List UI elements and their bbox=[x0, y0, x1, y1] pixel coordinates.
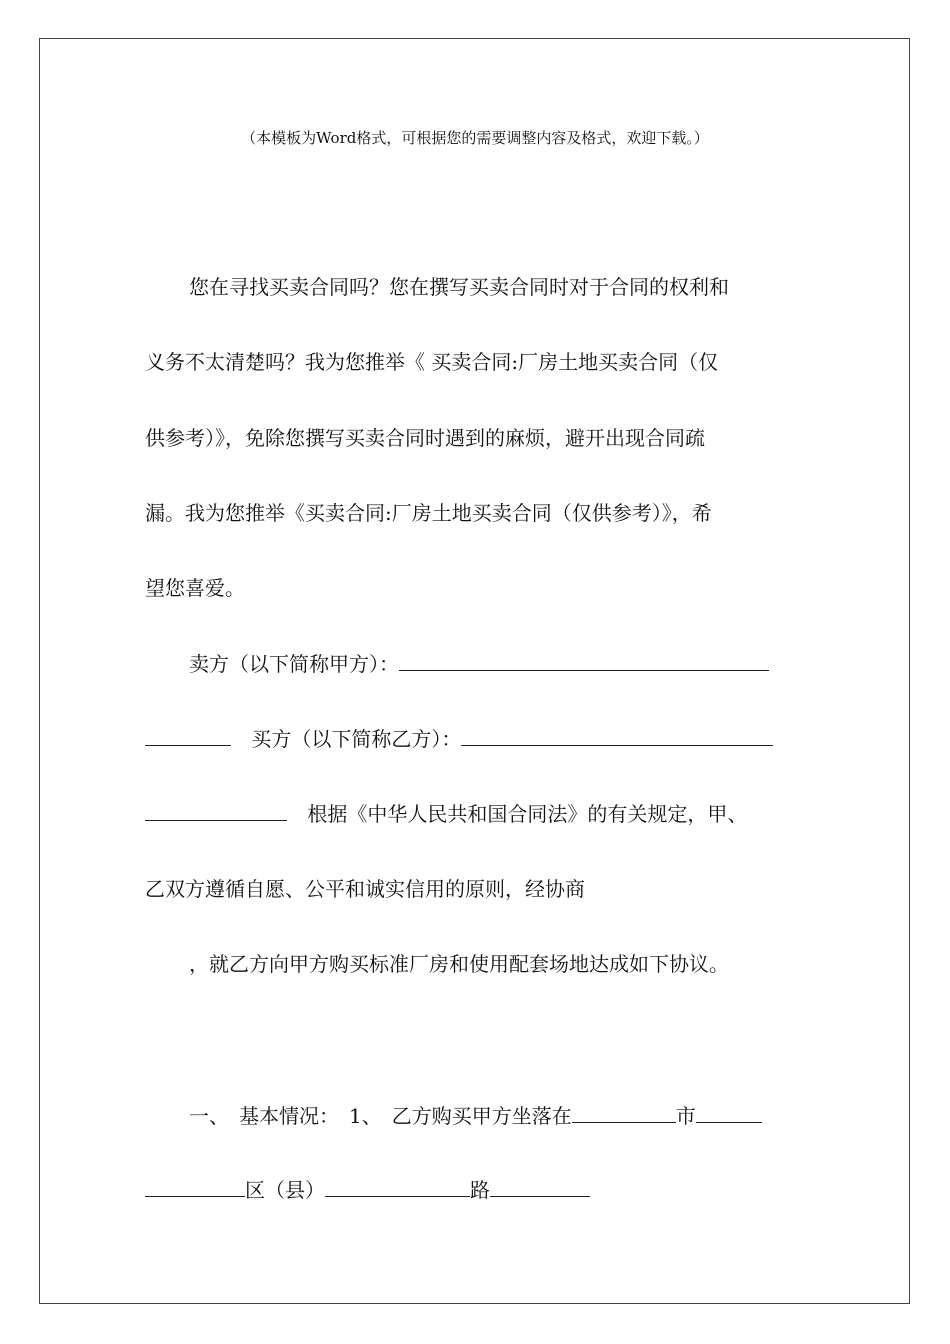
address-line bbox=[145, 1176, 805, 1204]
seller-label: 卖方（以下简称甲方）： bbox=[189, 652, 399, 676]
buyer-label: 买方（以下简称乙方）： bbox=[251, 727, 462, 751]
road-label: 路 bbox=[470, 1178, 490, 1202]
seller-line bbox=[145, 650, 805, 678]
intro-line-2: 义务不太清楚吗？我为您推举《 买卖合同:厂房土地买卖合同（仅 bbox=[145, 350, 719, 374]
city-blank[interactable] bbox=[572, 1102, 676, 1123]
seller-name-blank-cont[interactable] bbox=[145, 725, 231, 746]
buyer-name-blank[interactable] bbox=[461, 725, 773, 746]
basis-text: 根据《中华人民共和国合同法》的有关规定，甲、 bbox=[307, 802, 748, 826]
district-label: 区（县） bbox=[245, 1178, 325, 1202]
road-number-blank[interactable] bbox=[490, 1176, 590, 1197]
principle-line: 乙双方遵循自愿、公平和诚实信用的原则，经协商 bbox=[145, 877, 585, 901]
section1-heading-line bbox=[145, 1102, 805, 1130]
district-blank-cont[interactable] bbox=[145, 1176, 245, 1197]
template-note: （本模板为Word格式，可根据您的需要调整内容及格式，欢迎下载。） bbox=[241, 129, 709, 147]
city-label: 市 bbox=[675, 1104, 696, 1128]
agreement-line: ，就乙方向甲方购买标准厂房和使用配套场地达成如下协议。 bbox=[189, 952, 729, 976]
basis-line bbox=[145, 800, 805, 828]
intro-line-3: 供参考）》，免除您撰写买卖合同时遇到的麻烦，避开出现合同疏 bbox=[145, 426, 705, 450]
intro-line-1: 您在寻找买卖合同吗？您在撰写买卖合同时对于合同的权利和 bbox=[189, 275, 729, 299]
buyer-name-blank-cont[interactable] bbox=[145, 800, 287, 821]
road-blank[interactable] bbox=[325, 1176, 470, 1197]
district-blank[interactable] bbox=[696, 1102, 762, 1123]
intro-line-4: 漏。我为您推举《买卖合同:厂房土地买卖合同（仅供参考）》，希 bbox=[145, 501, 712, 525]
buyer-line bbox=[145, 725, 805, 753]
seller-name-blank[interactable] bbox=[399, 650, 769, 671]
section1-heading: 一、 基本情况： 1、 乙方购买甲方坐落在 bbox=[189, 1104, 572, 1128]
intro-line-5: 望您喜爱。 bbox=[145, 576, 245, 600]
